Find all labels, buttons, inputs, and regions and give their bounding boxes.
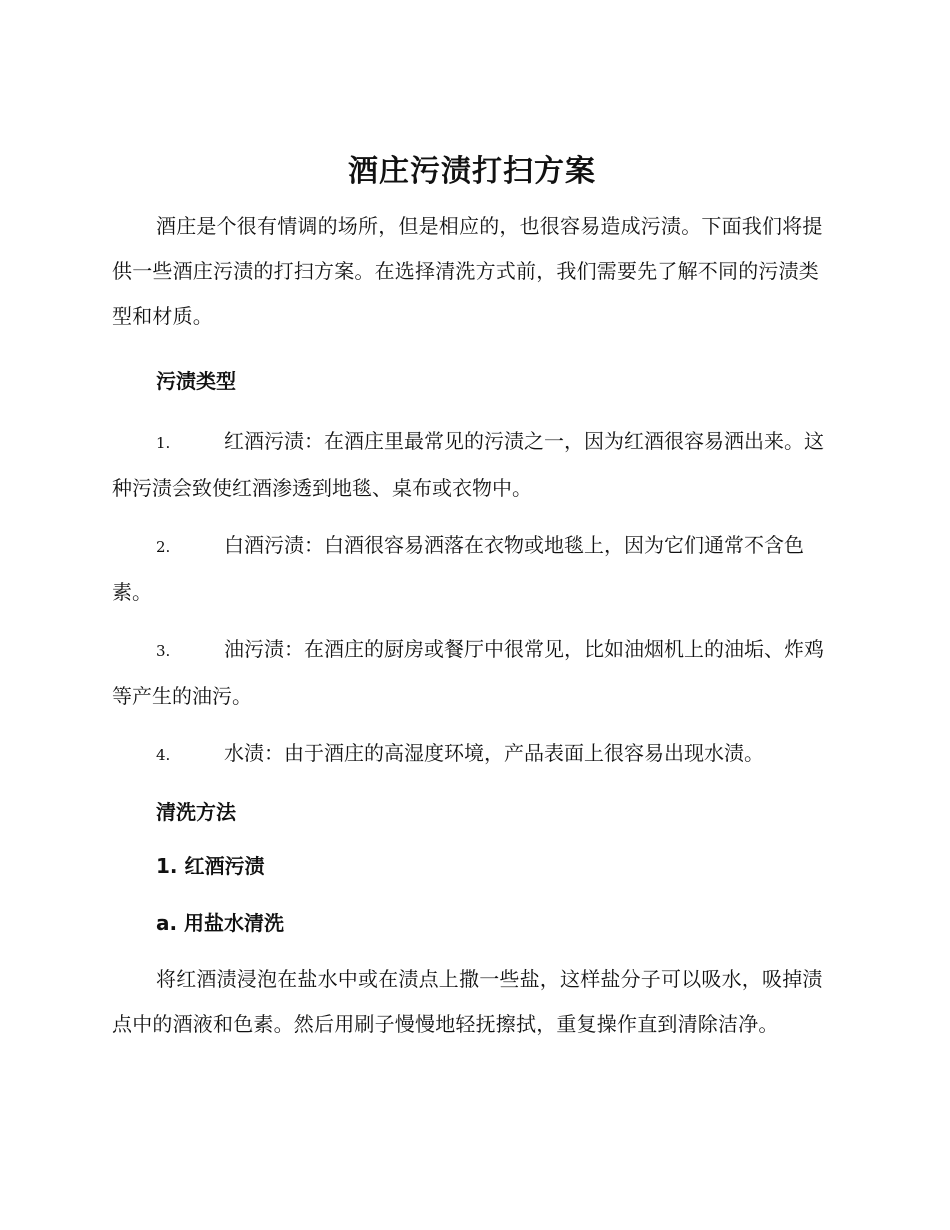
list-number: 1. (156, 434, 171, 452)
list-item-text: 红酒污渍：在酒庄里最常见的污渍之一，因为红酒很容易洒出来。这种污渍会致使红酒渗透到地毯、桌布或衣物中。 (112, 429, 824, 500)
list-item (112, 627, 832, 719)
section-heading-stain-types: 污渍类型 (156, 369, 236, 393)
list-number: 4. (156, 746, 171, 764)
list-item (112, 419, 832, 511)
document-title: 酒庄污渍打扫方案 (348, 154, 596, 189)
document-page (112, 150, 832, 1047)
list-number: 2. (156, 538, 171, 556)
list-item-text: 白酒污渍：白酒很容易洒落在衣物或地毯上，因为它们通常不含色素。 (112, 533, 804, 604)
list-number: 3. (156, 642, 171, 660)
intro-paragraph: 酒庄是个很有情调的场所，但是相应的，也很容易造成污渍。下面我们将提供一些酒庄污渍的打扫方案。在选择清洗方式前，我们需要先了解不同的污渍类型和材质。 (112, 214, 823, 328)
list-item-text: 水渍：由于酒庄的高湿度环境，产品表面上很容易出现水渍。 (224, 741, 764, 765)
subheading-red-wine-stain: 1. 红酒污渍 (156, 854, 265, 878)
list-item (112, 731, 832, 778)
list-item (112, 523, 832, 615)
subheading-salt-water: a. 用盐水清洗 (156, 911, 285, 935)
section-heading-cleaning-methods: 清洗方法 (156, 800, 236, 824)
list-item-text: 油污渍：在酒庄的厨房或餐厅中很常见，比如油烟机上的油垢、炸鸡等产生的油污。 (112, 637, 824, 708)
method-paragraph: 将红酒渍浸泡在盐水中或在渍点上撒一些盐，这样盐分子可以吸水，吸掉渍点中的酒液和色素。然后用刷子慢慢地轻抚擦拭，重复操作直到清除洁净。 (112, 967, 823, 1036)
